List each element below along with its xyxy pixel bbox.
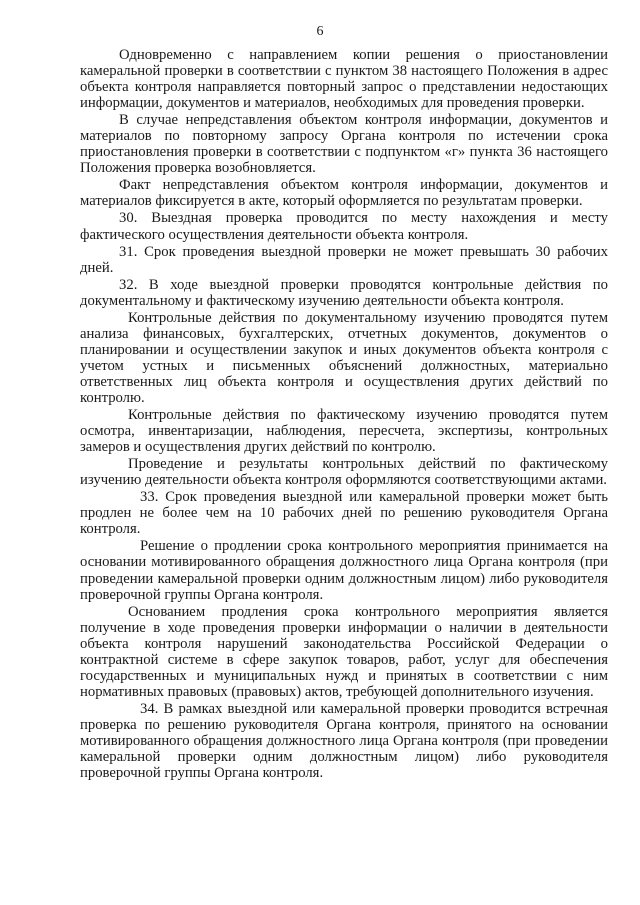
paragraph-item-33: 33. Срок проведения выездной или камеральной проверки может быть продлен не более чем на 10 рабочих дней по решению руководителя Органа контроля. [80, 489, 608, 538]
paragraph-nonsubmission-act: Факт непредставления объектом контроля информации, документов и материалов фиксируется в акте, который оформляется по результатам проверки. [80, 177, 608, 210]
paragraph-extension-decision: Решение о продлении срока контрольного мероприятия принимается на основании мотивированного обращения должностного лица Органа контроля (при проведении камеральной проверки одним должностным лицом) либо руководителя проверочной группы Органа контроля. [80, 538, 608, 603]
page-number: 6 [316, 24, 324, 39]
paragraph-actions-results: Проведение и результаты контрольных действий по фактическому изучению деятельности объекта контроля оформляются соответствующими актами. [80, 456, 608, 489]
paragraph-item-32: 32. В ходе выездной проверки проводятся контрольные действия по документальному и фактическому изучению деятельности объекта контроля. [80, 276, 608, 309]
document-body [80, 47, 608, 781]
paragraph-documentary-actions: Контрольные действия по документальному изучению проводятся путем анализа финансовых, бухгалтерских, отчетных документов, документов о планировании и осуществлении закупок и иных документов объекта контроля с учетом устных и письменных объяснений должностных, материально ответственных лиц объекта контроля и осуществления других действий по контролю. [80, 309, 608, 406]
paragraph-extension-basis: Основанием продления срока контрольного мероприятия является получение в ходе проведения проверки информации о наличии в деятельности объекта контроля нарушений законодательства Российской Федерации о контрактной системе в сфере закупок товаров, работ, услуг для обеспечения государственных и муниципальных нужд и принятых в соответствии с ним нормативных правовых (правовых) актов, требующей дополнительного изучения. [80, 603, 608, 700]
paragraph-item-34: 34. В рамках выездной или камеральной проверки проводится встречная проверка по решению руководителя Органа контроля, принятого на основании мотивированного обращения должностного лица Органа контроля (при проведении камеральной проверки одним должностным лицом) либо руководителя проверочной группы Органа контроля. [80, 700, 608, 782]
paragraph-factual-actions: Контрольные действия по фактическому изучению проводятся путем осмотра, инвентаризации, наблюдения, пересчета, экспертизы, контрольных замеров и осуществления других действий по контролю. [80, 407, 608, 456]
paragraph-nonsubmission-resume: В случае непредставления объектом контроля информации, документов и материалов по повторному запросу Органа контроля по истечении срока приостановления проверки в соответствии с подпунктом «г» пункта 36 настоящего Положения проверка возобновляется. [80, 112, 608, 177]
paragraph-item-30: 30. Выездная проверка проводится по месту нахождения и месту фактического осуществления деятельности объекта контроля. [80, 210, 608, 243]
paragraph-copy-decision-request: Одновременно с направлением копии решения о приостановлении камеральной проверки в соответствии с пунктом 38 настоящего Положения в адрес объекта контроля направляется повторный запрос о представлении недостающих информации, документов и материалов, необходимых для проведения проверки. [80, 47, 608, 112]
paragraph-item-31: 31. Срок проведения выездной проверки не может превышать 30 рабочих дней. [80, 243, 608, 276]
